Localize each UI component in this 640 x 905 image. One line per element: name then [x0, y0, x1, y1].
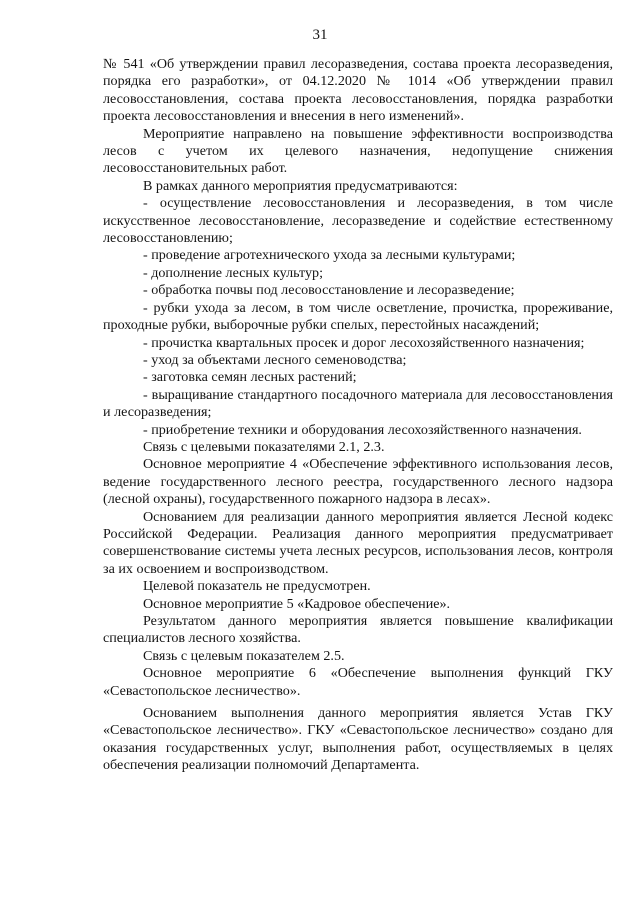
- paragraph-no-indicator: Целевой показатель не предусмотрен.: [143, 578, 371, 595]
- document-body: [103, 56, 613, 775]
- list-item-equipment: - приобретение техники и оборудования лесохозяйственного назначения.: [143, 421, 582, 438]
- paragraph-measure-4-basis: Основанием для реализации данного мероприятия является Лесной кодекс Российской Федерации. Реализация данного мероприятия предусматривает совершенствование системы учета лесных ресурсов, использования лесов, контроля за их освоением и воспроизводством.: [103, 508, 613, 577]
- paragraph-measure-4-title: Основное мероприятие 4 «Обеспечение эффективного использования лесов, ведение государственного лесного реестра, государственного лесного надзора (лесной охраны), государственного пожарного надзора в лесах».: [103, 456, 613, 508]
- list-item-seed-objects: - уход за объектами лесного семеноводства;: [143, 351, 407, 368]
- list-item-planting-material: - выращивание стандартного посадочного материала для лесовосстановления и лесоразведения;: [103, 386, 613, 421]
- paragraph-indicator-link-2-5: Связь с целевым показателем 2.5.: [143, 647, 345, 664]
- paragraph-measure-intro: В рамках данного мероприятия предусматриваются:: [143, 177, 458, 194]
- paragraph-measure-purpose: Мероприятие направлено на повышение эффективности воспроизводства лесов с учетом их целевого назначения, недопущение снижения лесовосстановительных работ.: [103, 125, 613, 177]
- paragraph-indicators-link: Связь с целевыми показателями 2.1, 2.3.: [143, 438, 385, 455]
- list-item-clearing: - прочистка квартальных просек и дорог лесохозяйственного назначения;: [143, 334, 585, 351]
- paragraph-measure-5-result: Результатом данного мероприятия является повышение квалификации специалистов лесного хозяйства.: [103, 613, 613, 647]
- paragraph-measure-6-basis: Основанием выполнения данного мероприятия является Устав ГКУ «Севастопольское лесничество». ГКУ «Севастопольское лесничество» создано для оказания государственных услуг, выполнения работ, осуществляемых в целях обеспечения реализации полномочий Департамента.: [103, 705, 613, 774]
- list-item-reforestation: - осуществление лесовосстановления и лесоразведения, в том числе искусственное лесовосстановление, лесоразведение и содействие естественному лесовосстановлению;: [103, 195, 613, 247]
- list-item-agrotechnical-care: - проведение агротехнического ухода за лесными культурами;: [143, 247, 516, 264]
- list-item-crop-supplement: - дополнение лесных культур;: [143, 264, 323, 281]
- page-number: 31: [312, 27, 328, 43]
- paragraph-measure-6-title: Основное мероприятие 6 «Обеспечение выполнения функций ГКУ «Севастопольское лесничество».: [103, 665, 613, 699]
- list-item-thinning: - рубки ухода за лесом, в том числе осветление, прочистка, прореживание, проходные рубки, выборочные рубки спелых, перестойных насаждений;: [103, 299, 613, 334]
- paragraph-law-references: № 541 «Об утверждении правил лесоразведения, состава проекта лесоразведения, порядка его разработки», от 04.12.2020 № 1014 «Об утверждении правил лесовосстановления, состава проекта лесовосстановления, порядка разработки проекта лесовосстановления и внесения в него изменений».: [103, 56, 613, 125]
- list-item-soil-treatment: - обработка почвы под лесовосстановление и лесоразведение;: [143, 282, 515, 299]
- list-item-seed-harvest: - заготовка семян лесных растений;: [143, 369, 357, 386]
- paragraph-measure-5-title: Основное мероприятие 5 «Кадровое обеспечение».: [143, 595, 451, 612]
